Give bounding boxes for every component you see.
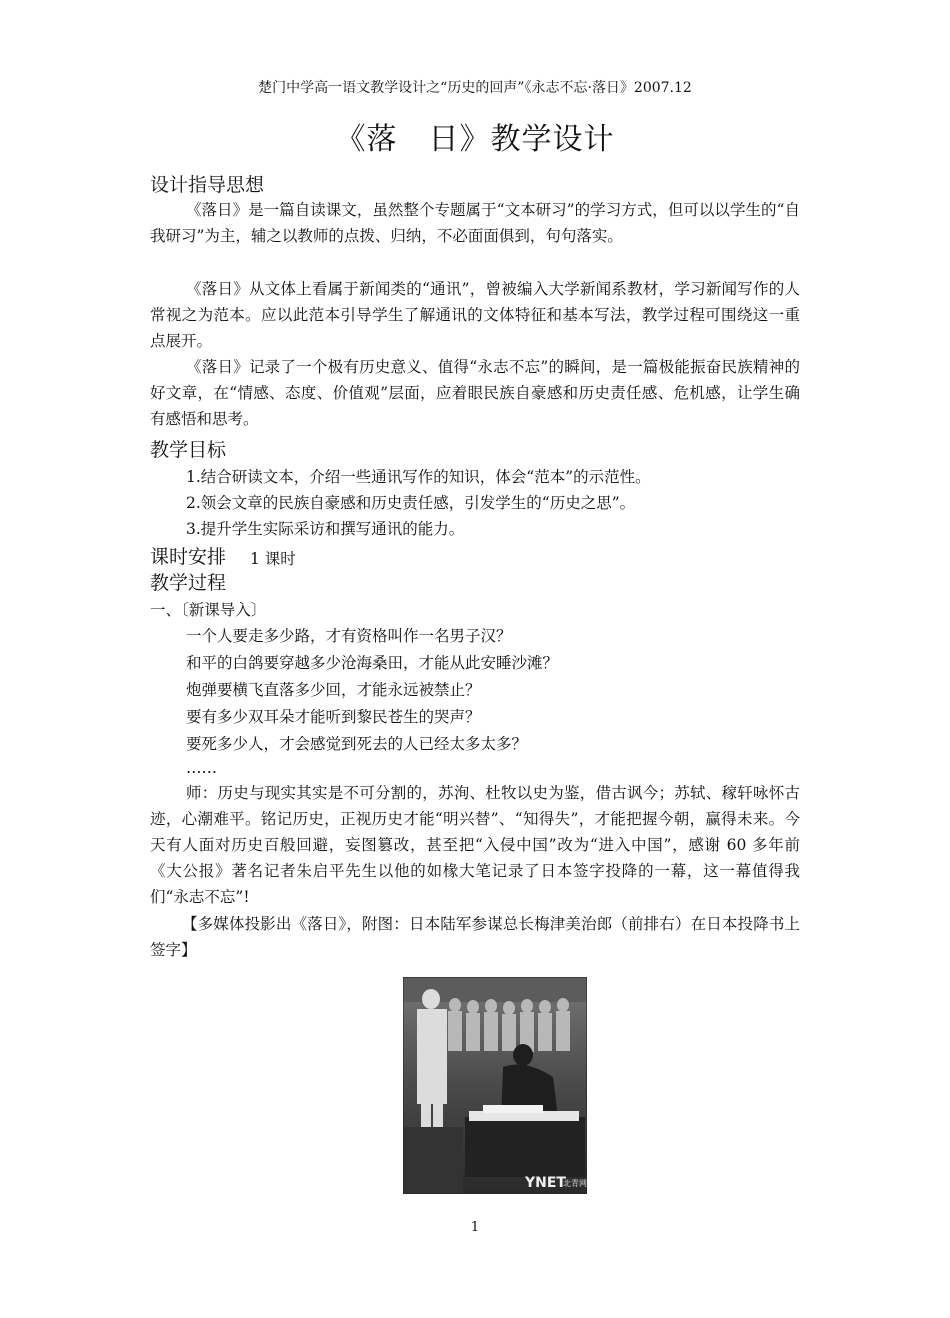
teacher-paragraph: 师：历史与现实其实是不可分割的，苏洵、杜牧以史为鉴，借古讽今；苏轼、稼轩咏怀古迹，心潮难平。铭记历史，正视历史才能“明兴替”、“知得失”，才能把握今朝，赢得未来。今天有人面对历史百般回避，妄图篡改，甚至把“入侵中国”改为“进入中国”，感谢 60 多年前《大公报》著名记者朱启平先生以他的如椽大笔记录了日本签字投降的一幕，这一幕值得我们“永志不忘”! <box>150 784 800 906</box>
poem-line: 要死多少人，才会感觉到死去的人已经太多太多？ <box>186 735 528 753</box>
poem-line: …… <box>186 759 217 777</box>
time-value: 1 课时 <box>250 550 296 568</box>
goal-item-3: 3.提升学生实际采访和撰写通讯的能力。 <box>186 520 465 538</box>
section-heading-goals: 教学目标 <box>150 439 227 461</box>
page-number: 1 <box>470 1220 480 1235</box>
page-header: 楚门中学高一语文教学设计之“历史的回声”《永志不忘·落日》2007.12 <box>258 80 692 96</box>
poem-line: 炮弹要横飞直落多少回，才能永远被禁止？ <box>186 681 481 699</box>
section-heading-guide: 设计指导思想 <box>150 174 265 196</box>
poem-line: 和平的白鸽要穿越多少沧海桑田，才能从此安睡沙滩？ <box>186 654 559 672</box>
photo-watermark: YNET <box>525 1175 566 1191</box>
guide-paragraph-1: 《落日》是一篇自读课文，虽然整个专题属于“文本研习”的学习方式，但可以以学生的“自我研习”为主，辅之以教师的点拨、归纳，不必面面俱到，句句落实。 <box>150 201 800 245</box>
guide-paragraph-2: 《落日》从文体上看属于新闻类的“通讯”，曾被编入大学新闻系教材，学习新闻写作的人常视之为范本。应以此范本引导学生了解通讯的文体特征和基本写法，教学过程可围绕这一重点展开。 <box>150 280 800 350</box>
poem-line: 要有多少双耳朵才能听到黎民苍生的哭声？ <box>186 708 481 726</box>
section-heading-time: 课时安排 <box>150 546 227 568</box>
poem-line: 一个人要走多少路，才有资格叫作一名男子汉？ <box>186 627 512 645</box>
document-title: 《落 日》教学设计 <box>335 122 615 157</box>
media-note-paragraph: 【多媒体投影出《落日》，附图：日本陆军参谋总长梅津美治郎（前排右）在日本投降书上签字】 <box>150 915 800 959</box>
goal-item-1: 1.结合研读文本，介绍一些通讯写作的知识，体会“范本”的示范性。 <box>186 468 651 486</box>
goal-item-2: 2.领会文章的民族自豪感和历史责任感，引发学生的“历史之思”。 <box>186 494 636 512</box>
guide-paragraph-3: 《落日》记录了一个极有历史意义、值得“永志不忘”的瞬间，是一篇极能振奋民族精神的好文章，在“情感、态度、价值观”层面，应着眼民族自豪感和历史责任感、危机感，让学生确有感悟和思考。 <box>150 358 800 428</box>
process-subheading: 一、〔新课导入〕 <box>150 601 267 619</box>
surrender-signing-photo <box>403 977 587 1194</box>
section-heading-process: 教学过程 <box>150 572 227 594</box>
photo-watermark-cn: 北青网 <box>563 1179 587 1188</box>
